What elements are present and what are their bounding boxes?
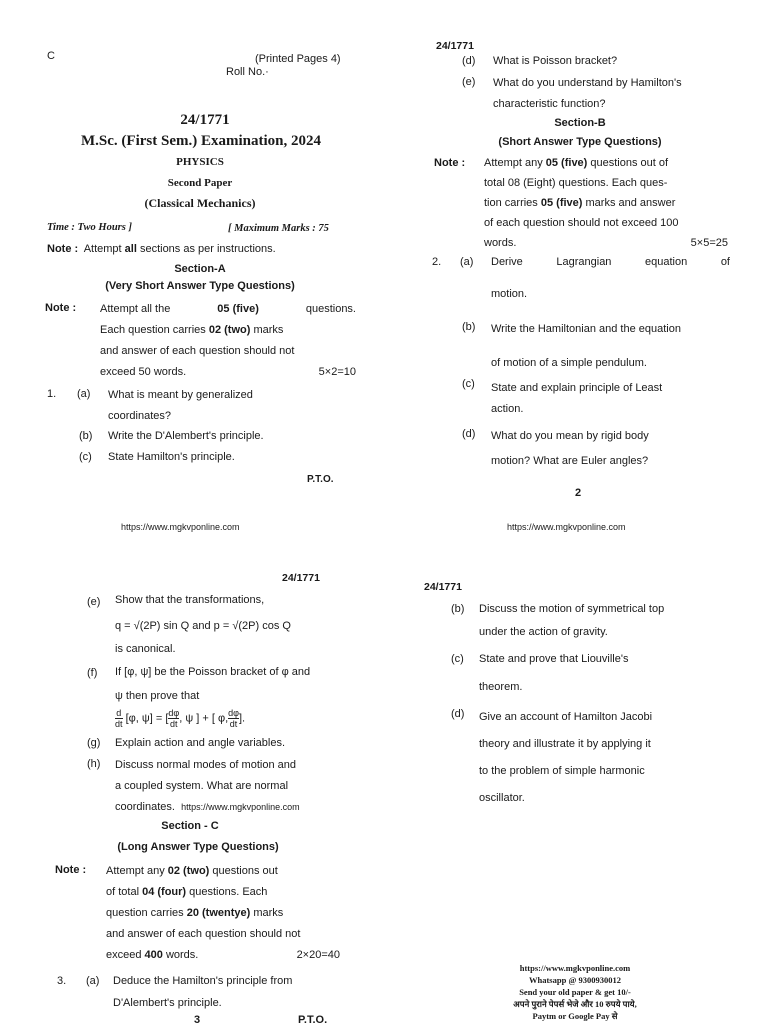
section-a-type: (Very Short Answer Type Questions) bbox=[105, 280, 295, 292]
section-a-note: Attempt all the 05 (five) questions. Each question carries 02 (two) marks and answer of each question should not exceed 50 words. 5×2=10 bbox=[100, 303, 356, 378]
question-2a: Derive Lagrangian equation of bbox=[491, 256, 730, 268]
paper-code: 24/1771 bbox=[180, 112, 230, 128]
transformation-equation: q = √(2P) sin Q and p = √(2P) cos Q bbox=[115, 620, 291, 632]
question-1d: What is Poisson bracket? bbox=[493, 55, 618, 67]
section-b-note: Attempt any 05 (five) questions out of total 08 (Eight) questions. Each ques- tion carries 05 (five) marks and answer of each question should not exceed 100 words. 5×5=25 bbox=[484, 157, 728, 249]
watermark-url[interactable]: https://www.mgkvponline.com bbox=[121, 522, 240, 532]
question-2f: If [φ, ψ] be the Poisson bracket of φ and bbox=[115, 666, 311, 678]
subject: PHYSICS bbox=[176, 156, 224, 168]
question-3a: Deduce the Hamilton's principle from bbox=[113, 975, 293, 987]
paper-code: 24/1771 bbox=[282, 572, 320, 584]
question-3c: State and prove that Liouville's bbox=[479, 653, 629, 665]
section-c-type: (Long Answer Type Questions) bbox=[117, 841, 279, 853]
note-label: Note : bbox=[434, 157, 466, 169]
section-b-type: (Short Answer Type Questions) bbox=[498, 136, 662, 148]
note-label: Note : bbox=[55, 864, 87, 876]
footer-send: Send your old paper & get 10/- bbox=[519, 987, 631, 997]
question-1c: State Hamilton's principle. bbox=[108, 451, 235, 463]
page-number: 2 bbox=[575, 487, 582, 499]
footer-pay: Paytm or Google Pay से bbox=[532, 1011, 618, 1021]
footer-url[interactable]: https://www.mgkvponline.com bbox=[519, 963, 631, 973]
exam-title: M.Sc. (First Sem.) Examination, 2024 bbox=[81, 133, 321, 149]
section-c-title: Section - C bbox=[161, 820, 219, 832]
section-a-title: Section-A bbox=[174, 263, 226, 275]
section-b-title: Section-B bbox=[554, 117, 606, 129]
max-marks: [ Maximum Marks : 75 bbox=[228, 223, 329, 234]
paper-code: 24/1771 bbox=[436, 40, 474, 52]
question-1a: What is meant by generalized coordinates? bbox=[108, 389, 253, 422]
question-1b: Write the D'Alembert's principle. bbox=[108, 430, 264, 442]
question-2c: State and explain principle of Least bbox=[491, 382, 663, 394]
note-label: Note : bbox=[47, 243, 79, 255]
watermark-url[interactable]: https://www.mgkvponline.com bbox=[507, 522, 626, 532]
question-2g: Explain action and angle variables. bbox=[115, 737, 286, 749]
pto: P.T.O. bbox=[307, 474, 334, 485]
poisson-equation: $\frac{d}{dt}$ [φ, ψ] = [ $\frac{d\varphi}{dt}$ , ψ ] + [ φ, $\frac{d\varphi}{dt}$ ]. bbox=[115, 708, 246, 729]
paper-name: Second Paper bbox=[167, 177, 233, 189]
question-3b: Discuss the motion of symmetrical top bbox=[479, 603, 665, 615]
time-label: Time : Two Hours ] bbox=[47, 222, 132, 233]
question-3d: Give an account of Hamilton Jacobi theory and illustrate it by applying it to the problem of simple harmonic oscillator. bbox=[479, 711, 653, 804]
footer-hindi: अपने पुराने पेपर्स भेजे और 10 रुपये पाये, bbox=[513, 999, 637, 1009]
page-number: 3 bbox=[194, 1014, 201, 1026]
roll-no: Roll No.· bbox=[226, 66, 269, 78]
footer-whatsapp: Whatsapp @ 9300930012 bbox=[529, 975, 621, 985]
note2-label: Note : bbox=[45, 302, 77, 314]
corner-mark: C bbox=[47, 50, 55, 62]
paper-topic: (Classical Mechanics) bbox=[144, 196, 256, 210]
inline-url[interactable]: https://www.mgkvponline.com bbox=[181, 802, 300, 812]
question-1e: What do you understand by Hamilton's characteristic function? bbox=[493, 77, 682, 110]
question-2e: Show that the transformations, bbox=[115, 594, 265, 606]
question-2h: Discuss normal modes of motion and a coupled system. What are normal coordinates. https://www.mgkvponline.com bbox=[115, 759, 300, 813]
section-c-note: Attempt any 02 (two) questions out of total 04 (four) questions. Each question carries 20 (twentye) marks and answer of each question should not exceed 400 words. 2×20=40 bbox=[106, 865, 340, 961]
question-2d: What do you mean by rigid body bbox=[491, 430, 649, 442]
footer-ad bbox=[480, 962, 670, 1022]
paper-code: 24/1771 bbox=[424, 581, 462, 593]
question-2b: Write the Hamiltonian and the equation bbox=[491, 323, 681, 335]
pto: P.T.O. bbox=[298, 1014, 328, 1026]
printed-pages: (Printed Pages 4) bbox=[255, 53, 341, 65]
